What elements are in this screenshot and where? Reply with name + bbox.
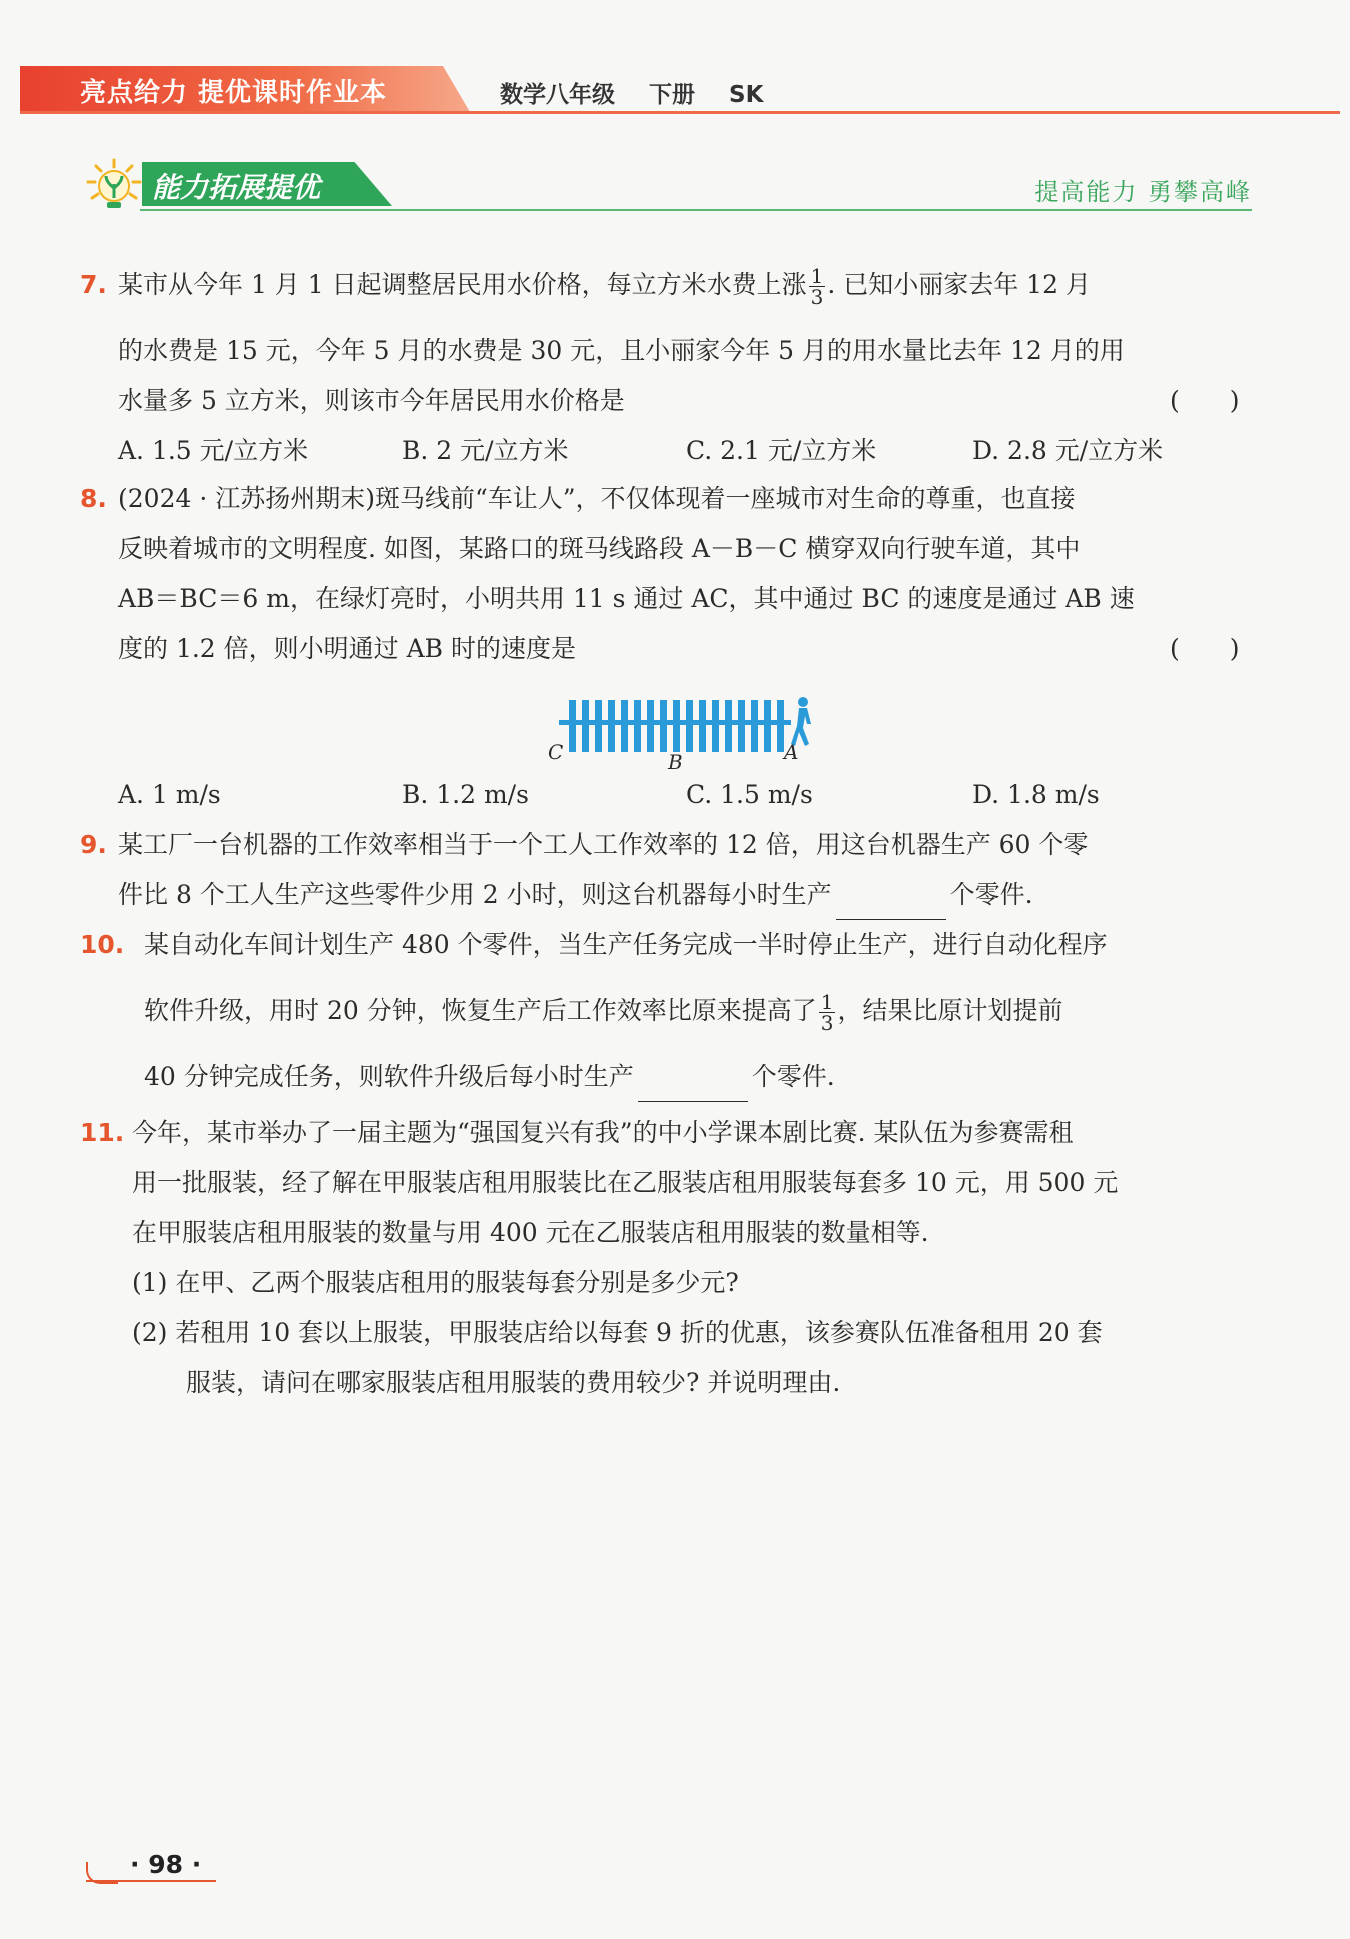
question-text-part: 某市从今年 1 月 1 日起调整居民用水价格，每立方米水费上涨 [118,270,807,299]
option-a: A. 1.5 元/立方米 [118,436,309,465]
question-text-part: 个零件. [949,880,1033,909]
option-d: D. 2.8 元/立方米 [972,436,1164,465]
question-text-part: ，结果比原计划提前 [837,996,1063,1025]
question-text [118,260,1091,310]
question-text: 某自动化车间计划生产 480 个零件，当生产任务完成一半时停止生产，进行自动化程序 [144,930,1108,959]
answer-blank[interactable] [836,893,946,920]
question-number: 8. [80,484,107,513]
volume-label: 下册 [649,82,696,108]
question-number: 11. [80,1118,125,1147]
question-text-part: . 已知小丽家去年 12 月 [827,270,1091,299]
question-text: 水量多 5 立方米，则该市今年居民用水价格是 [118,386,625,415]
question-text [144,1052,835,1102]
option-d: D. 1.8 m/s [972,780,1100,809]
question-text: 的水费是 15 元，今年 5 月的水费是 30 元，且小丽家今年 5 月的用水量比去年 12 月的用 [118,336,1125,365]
question-text [144,986,1062,1036]
question-number: 10. [80,930,125,959]
fraction [819,992,836,1033]
section-title: 能力拓展提优 [152,171,321,204]
book-info [500,76,789,109]
edition-label: SK [729,82,764,108]
pedestrian-icon [791,697,811,746]
option-c: C. 2.1 元/立方米 [686,436,877,465]
point-label-c: C [548,740,564,764]
question-number: 9. [80,830,107,859]
subject-label: 数学八年级 [500,82,615,108]
question-text [118,870,1033,920]
fraction-numerator: 1 [810,264,824,288]
question-text-part: 软件升级，用时 20 分钟，恢复生产后工作效率比原来提高了 [144,996,817,1025]
question-text: 某工厂一台机器的工作效率相当于一个工人工作效率的 12 倍，用这台机器生产 60 个零 [118,830,1089,859]
page-number: · 98 · [130,1850,202,1879]
page-number-underline [86,1880,216,1882]
question-text: (2024 · 江苏扬州期末)斑马线前“车让人”，不仅体现着一座城市对生命的尊重，也直接 [118,484,1076,513]
question-text: 度的 1.2 倍，则小明通过 AB 时的速度是 [118,634,576,663]
question-text-part: 件比 8 个工人生产这些零件少用 2 小时，则这台机器每小时生产 [118,880,832,909]
sub-question-2-continued: 服装，请问在哪家服装店租用服装的费用较少? 并说明理由. [186,1368,841,1397]
option-a: A. 1 m/s [118,780,221,809]
fraction-denominator: 3 [820,1011,834,1035]
point-label-a: A [784,740,799,764]
question-text-part: 40 分钟完成任务，则软件升级后每小时生产 [144,1062,634,1091]
question-text-part: 个零件. [751,1062,835,1091]
section-divider [140,209,1252,211]
question-text: AB＝BC＝6 m，在绿灯亮时，小明共用 11 s 通过 AC，其中通过 BC 的速度是通过 AB 速 [118,584,1135,613]
fraction-denominator: 3 [810,285,824,309]
answer-parentheses[interactable]: ( ) [1170,634,1240,663]
lightbulb-icon [84,158,144,218]
option-c: C. 1.5 m/s [686,780,813,809]
fraction-numerator: 1 [820,990,834,1014]
question-text: 用一批服装，经了解在甲服装店租用服装比在乙服装店租用服装每套多 10 元，用 500 元 [132,1168,1119,1197]
book-title: 亮点给力 提优课时作业本 [80,78,388,108]
header-divider [20,111,1340,114]
question-text: 反映着城市的文明程度. 如图，某路口的斑马线路段 A－B－C 横穿双向行驶车道，其中 [118,534,1081,563]
option-b: B. 1.2 m/s [402,780,529,809]
answer-parentheses[interactable]: ( ) [1170,386,1240,415]
section-slogan: 提高能力 勇攀高峰 [1034,178,1252,206]
fraction [809,266,826,307]
question-text: 今年，某市举办了一届主题为“强国复兴有我”的中小学课本剧比赛. 某队伍为参赛需租 [132,1118,1074,1147]
question-text: 在甲服装店租用服装的数量与用 400 元在乙服装店租用服装的数量相等. [132,1218,929,1247]
answer-blank[interactable] [638,1075,748,1102]
question-number: 7. [80,270,107,299]
option-b: B. 2 元/立方米 [402,436,569,465]
sub-question-1: (1) 在甲、乙两个服装店租用的服装每套分别是多少元? [132,1268,739,1297]
point-label-b: B [668,750,683,774]
sub-question-2: (2) 若租用 10 套以上服装，甲服装店给以每套 9 折的优惠，该参赛队伍准备租用 20 套 [132,1318,1103,1347]
